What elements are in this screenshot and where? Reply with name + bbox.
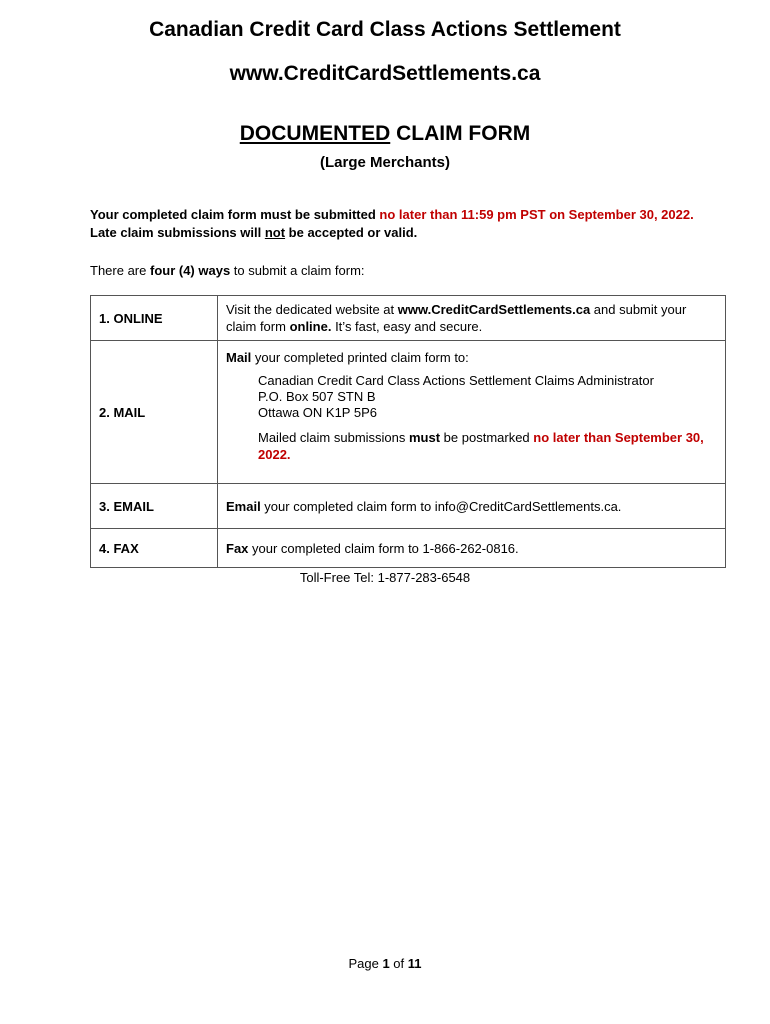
form-title-underlined: DOCUMENTED bbox=[239, 122, 391, 145]
fax-text: your completed claim form to 1-866-262-0816. bbox=[248, 540, 519, 556]
page-total: 11 bbox=[407, 956, 422, 971]
email-bold: Email bbox=[226, 498, 261, 514]
website-heading: www.CreditCardSettlements.ca bbox=[229, 62, 541, 85]
method-label-email: 3. EMAIL bbox=[91, 484, 218, 529]
mail-bold: Mail bbox=[226, 350, 252, 365]
notice-part2: Late claim submissions will bbox=[90, 225, 265, 240]
form-title-rest: CLAIM FORM bbox=[390, 122, 531, 145]
online-text-2: and submit your claim form bbox=[226, 302, 687, 334]
mail-intro-text: your completed printed claim form to: bbox=[251, 350, 469, 365]
form-title bbox=[0, 122, 770, 146]
online-text-3: It’s fast, easy and secure. bbox=[331, 319, 483, 334]
table-row bbox=[91, 296, 726, 341]
ways-intro bbox=[90, 263, 365, 278]
notice-deadline: no later than 11:59 pm PST on September 30, 2022. bbox=[379, 207, 694, 222]
method-label-online: 1. ONLINE bbox=[91, 296, 218, 341]
method-label-mail: 2. MAIL bbox=[91, 341, 218, 484]
toll-free-phone: Toll-Free Tel: 1-877-283-6548 bbox=[299, 570, 471, 585]
postmark-notice bbox=[258, 429, 717, 463]
address-line-1: Canadian Credit Card Class Actions Settlement Claims Administrator bbox=[258, 373, 654, 388]
method-desc-mail bbox=[218, 341, 726, 484]
page-prefix: Page bbox=[348, 956, 383, 971]
notice-part3: be accepted or valid. bbox=[285, 225, 418, 240]
submission-methods-table bbox=[90, 295, 726, 568]
ways-prefix: There are bbox=[90, 263, 150, 278]
table-row bbox=[91, 484, 726, 529]
method-label-fax: 4. FAX bbox=[91, 529, 218, 568]
postmark-text-1: Mailed claim submissions bbox=[258, 430, 409, 445]
page-of: of bbox=[389, 956, 408, 971]
method-desc-online bbox=[218, 296, 726, 341]
form-subtitle: (Large Merchants) bbox=[319, 154, 451, 171]
mail-intro bbox=[226, 349, 717, 366]
notice-not: not bbox=[264, 225, 286, 240]
page-current: 1 bbox=[382, 956, 390, 971]
submission-notice bbox=[90, 206, 710, 242]
online-bold: online. bbox=[289, 319, 332, 334]
online-text-1: Visit the dedicated website at bbox=[226, 302, 398, 317]
postmark-text-2: be postmarked bbox=[440, 430, 534, 445]
table-row bbox=[91, 341, 726, 484]
table-row bbox=[91, 529, 726, 568]
document-title: Canadian Credit Card Class Actions Settlement bbox=[149, 18, 621, 41]
ways-suffix: to submit a claim form: bbox=[230, 263, 365, 278]
fax-bold: Fax bbox=[226, 540, 249, 556]
method-desc-fax bbox=[218, 529, 726, 568]
website-link[interactable]: www.CreditCardSettlements.ca bbox=[397, 302, 591, 317]
method-desc-email bbox=[218, 484, 726, 529]
address-line-2: P.O. Box 507 STN B bbox=[258, 389, 376, 404]
email-text: your completed claim form to info@CreditCardSettlements.ca. bbox=[260, 498, 622, 514]
postmark-must: must bbox=[409, 430, 441, 445]
ways-bold: four (4) ways bbox=[149, 263, 231, 278]
postmark-deadline: no later than September 30, 2022. bbox=[258, 430, 704, 462]
mailing-address bbox=[258, 373, 717, 421]
notice-part1: Your completed claim form must be submitted bbox=[90, 207, 380, 222]
address-line-3: Ottawa ON K1P 5P6 bbox=[258, 405, 377, 420]
page-number bbox=[0, 956, 770, 971]
